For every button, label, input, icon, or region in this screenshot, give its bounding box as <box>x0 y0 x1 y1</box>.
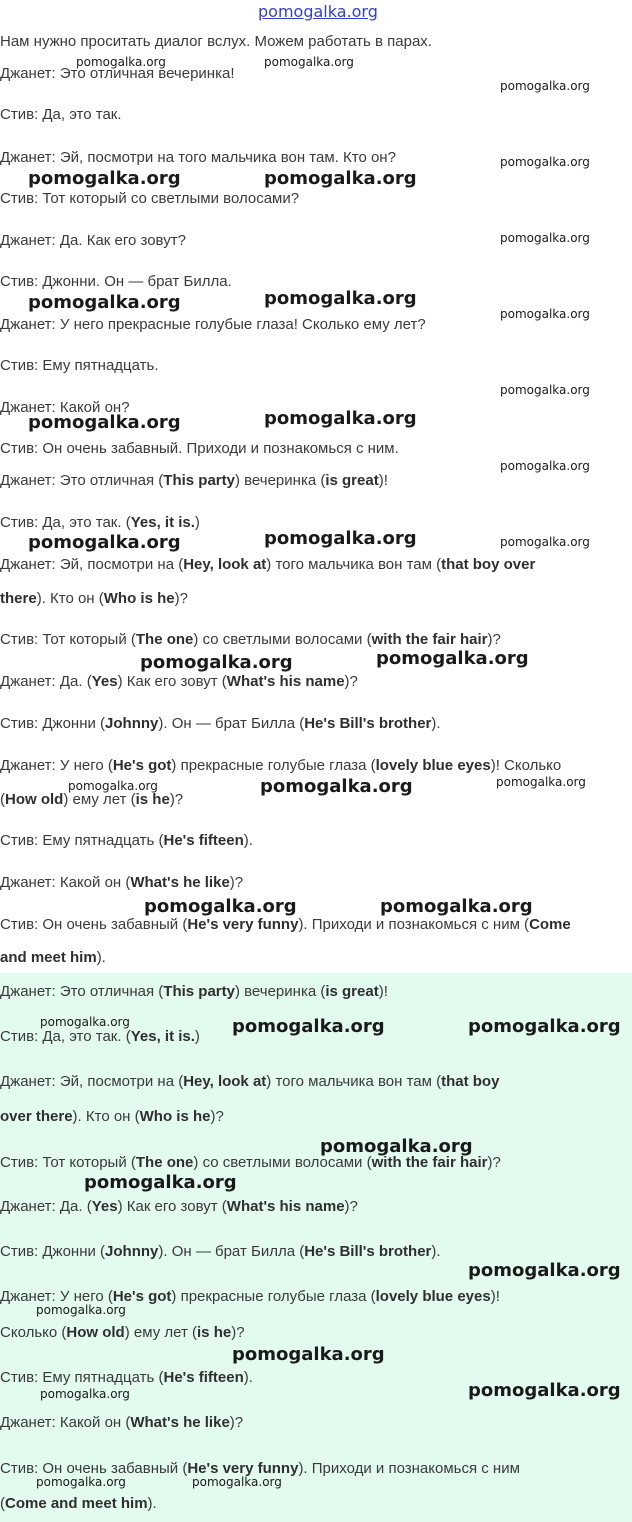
russian-text: Стив: Ему пятнадцать. <box>0 357 159 374</box>
translated-dialog-line <box>0 790 183 810</box>
plain-dialog-line <box>0 356 159 376</box>
watermark-text: pomogalka.org <box>500 535 590 549</box>
russian-text: ). Кто он ( <box>36 590 104 607</box>
russian-text: Стив: Тот который ( <box>0 631 136 648</box>
russian-text: ). <box>431 1243 441 1260</box>
english-phrase: there <box>0 590 37 607</box>
russian-text: Джанет: Это отличная вечеринка! <box>0 65 235 82</box>
russian-text: ) со светлыми волосами ( <box>193 631 372 648</box>
watermark-text: pomogalka.org <box>264 408 417 429</box>
highlighted-dialog-line <box>0 1027 200 1047</box>
watermark-text: pomogalka.org <box>232 1016 385 1037</box>
watermark-text: pomogalka.org <box>264 168 417 189</box>
english-phrase: and meet him <box>0 949 97 966</box>
intro-text: Нам нужно проситать диалог вслух. Можем работать в парах. <box>0 33 432 50</box>
russian-text: )! Сколько <box>490 757 562 774</box>
english-phrase: He's fifteen <box>163 1369 244 1386</box>
watermark-text: pomogalka.org <box>40 1387 130 1401</box>
russian-text: ) ему лет ( <box>63 791 136 808</box>
english-phrase: Hey, look at <box>183 556 267 573</box>
watermark-text: pomogalka.org <box>468 1016 621 1037</box>
watermark-text: pomogalka.org <box>140 652 293 673</box>
russian-text: ). Приходи и познакомься с ним <box>298 1460 520 1477</box>
russian-text: Стив: Он очень забавный ( <box>0 1460 188 1477</box>
watermark-text: pomogalka.org <box>36 1303 126 1317</box>
russian-text: Сколько ( <box>0 1324 67 1341</box>
russian-text: )? <box>229 874 244 891</box>
russian-text: Стив: Он очень забавный ( <box>0 916 188 933</box>
english-phrase: What's his name <box>226 1198 345 1215</box>
russian-text: ). <box>243 832 253 849</box>
russian-text: Джанет: Эй, посмотри на того мальчика вон там. Кто он? <box>0 149 396 166</box>
plain-dialog-line <box>0 148 396 168</box>
watermark-text: pomogalka.org <box>28 292 181 313</box>
russian-text: Стив: Ему пятнадцать ( <box>0 832 164 849</box>
russian-text: ) того мальчика вон там ( <box>266 556 442 573</box>
russian-text: )? <box>487 631 501 648</box>
watermark-text: pomogalka.org <box>468 1260 621 1281</box>
russian-text: Джанет: Какой он ( <box>0 1414 131 1431</box>
plain-dialog-line <box>0 105 122 125</box>
watermark-text: pomogalka.org <box>28 532 181 553</box>
english-phrase: is great <box>325 983 379 1000</box>
translated-dialog-line <box>0 915 571 935</box>
english-phrase: Johnny <box>105 715 159 732</box>
translated-dialog-line <box>0 513 200 533</box>
translated-dialog-line <box>0 756 561 776</box>
russian-text: ) прекрасные голубые глаза ( <box>171 1288 376 1305</box>
english-phrase: Yes, it is. <box>130 514 195 531</box>
russian-text: Стив: Тот который со светлыми волосами? <box>0 190 300 207</box>
russian-text: Стив: Джонни ( <box>0 1243 106 1260</box>
plain-dialog-line <box>0 231 186 251</box>
russian-text: ) того мальчика вон там ( <box>266 1073 442 1090</box>
russian-text: Джанет: Это отличная ( <box>0 983 164 1000</box>
english-phrase: is he <box>197 1324 232 1341</box>
english-phrase: What's he like <box>130 874 230 891</box>
watermark-text: pomogalka.org <box>68 779 158 793</box>
russian-text: Стив: Да, это так. ( <box>0 1028 131 1045</box>
plain-dialog-line <box>0 315 426 335</box>
translated-dialog-line <box>0 630 501 650</box>
translated-dialog-line <box>0 714 441 734</box>
highlighted-dialog-line <box>0 982 388 1002</box>
english-phrase: Who is he <box>103 590 175 607</box>
russian-text: ( <box>0 1495 5 1512</box>
russian-text: Стив: Да, это так. ( <box>0 514 131 531</box>
watermark-text: pomogalka.org <box>496 775 586 789</box>
watermark-text: pomogalka.org <box>144 896 297 917</box>
russian-text: ) со светлыми волосами ( <box>193 1154 372 1171</box>
watermark-text: pomogalka.org <box>376 648 529 669</box>
russian-text: )? <box>174 590 188 607</box>
english-phrase: He's fifteen <box>163 832 244 849</box>
english-phrase: He's got <box>112 757 172 774</box>
english-phrase: lovely blue eyes <box>375 757 491 774</box>
watermark-text: pomogalka.org <box>320 1136 473 1157</box>
russian-text: Джанет: Эй, посмотри на ( <box>0 556 184 573</box>
watermark-text: pomogalka.org <box>500 459 590 473</box>
english-phrase: Yes <box>91 1198 118 1215</box>
russian-text: ). Кто он ( <box>72 1108 140 1125</box>
russian-text: Стив: Джонни ( <box>0 715 106 732</box>
watermark-text: pomogalka.org <box>84 1172 237 1193</box>
translated-dialog-line <box>0 589 188 609</box>
russian-text: ). <box>431 715 441 732</box>
russian-text: Джанет: Да. ( <box>0 673 92 690</box>
russian-text: Джанет: Какой он ( <box>0 874 131 891</box>
english-phrase: Come and meet him <box>5 1495 148 1512</box>
english-phrase: that boy over <box>441 556 536 573</box>
english-phrase: Hey, look at <box>183 1073 267 1090</box>
watermark-text: pomogalka.org <box>264 55 354 69</box>
russian-text: Джанет: Это отличная ( <box>0 472 164 489</box>
english-phrase: Yes <box>91 673 118 690</box>
plain-dialog-line <box>0 189 299 209</box>
russian-text: ). Он — брат Билла ( <box>158 715 305 732</box>
translated-dialog-line <box>0 873 243 893</box>
watermark-text: pomogalka.org <box>232 1344 385 1365</box>
russian-text: ). Он — брат Билла ( <box>158 1243 305 1260</box>
watermark-text: pomogalka.org <box>500 155 590 169</box>
english-phrase: This party <box>163 983 235 1000</box>
russian-text: ( <box>0 791 5 808</box>
english-phrase: He's Bill's brother <box>304 715 432 732</box>
russian-text: Джанет: У него ( <box>0 757 113 774</box>
watermark-text: pomogalka.org <box>380 896 533 917</box>
translated-dialog-line <box>0 471 388 491</box>
russian-text: ). Приходи и познакомься с ним ( <box>298 916 530 933</box>
top-watermark-link[interactable]: pomogalka.org <box>258 2 378 21</box>
russian-text: Джанет: Какой он? <box>0 399 130 416</box>
watermark-text: pomogalka.org <box>500 231 590 245</box>
english-phrase: Johnny <box>105 1243 159 1260</box>
watermark-text: pomogalka.org <box>264 288 417 309</box>
english-phrase: with the fair hair <box>371 631 488 648</box>
english-phrase: What's his name <box>226 673 345 690</box>
english-phrase: What's he like <box>130 1414 230 1431</box>
russian-text: )? <box>229 1414 244 1431</box>
russian-text: Стив: Тот который ( <box>0 1154 136 1171</box>
russian-text: )? <box>344 1198 358 1215</box>
translated-dialog-line <box>0 555 535 575</box>
english-phrase: How old <box>5 791 64 808</box>
highlighted-dialog-line <box>0 1107 224 1127</box>
translated-dialog-line <box>0 948 106 968</box>
english-phrase: The one <box>135 1154 194 1171</box>
english-phrase: How old <box>66 1324 125 1341</box>
english-phrase: Who is he <box>139 1108 211 1125</box>
english-phrase: is he <box>135 791 170 808</box>
highlighted-dialog-line <box>0 1413 243 1433</box>
english-phrase: lovely blue eyes <box>375 1288 491 1305</box>
russian-text: Стив: Он очень забавный. Приходи и познакомься с ним. <box>0 440 399 457</box>
russian-text: )! <box>378 472 388 489</box>
russian-text: Джанет: Да. ( <box>0 1198 92 1215</box>
watermark-text: pomogalka.org <box>28 168 181 189</box>
english-phrase: Come <box>529 916 571 933</box>
russian-text: ). <box>96 949 106 966</box>
watermark-text: pomogalka.org <box>264 528 417 549</box>
russian-text: )! <box>378 983 388 1000</box>
plain-dialog-line <box>0 272 232 292</box>
watermark-text: pomogalka.org <box>40 1015 130 1029</box>
watermark-text: pomogalka.org <box>500 79 590 93</box>
english-phrase: He's very funny <box>187 916 299 933</box>
highlighted-dialog-line <box>0 1197 358 1217</box>
english-phrase: Yes, it is. <box>130 1028 195 1045</box>
translated-dialog-line <box>0 831 253 851</box>
russian-text: Стив: Ему пятнадцать ( <box>0 1369 164 1386</box>
english-phrase: He's got <box>112 1288 172 1305</box>
russian-text: ) <box>194 514 200 531</box>
russian-text: ) прекрасные голубые глаза ( <box>171 757 376 774</box>
watermark-text: pomogalka.org <box>500 383 590 397</box>
english-phrase: is great <box>325 472 379 489</box>
watermark-text: pomogalka.org <box>36 1475 126 1489</box>
english-phrase: that boy <box>441 1073 500 1090</box>
english-phrase: He's Bill's brother <box>304 1243 432 1260</box>
russian-text: Стив: Да, это так. <box>0 106 122 123</box>
russian-text: ). <box>147 1495 157 1512</box>
russian-text: ) вечеринка ( <box>234 983 326 1000</box>
russian-text: Джанет: У него прекрасные голубые глаза! Сколько ему лет? <box>0 316 426 333</box>
watermark-text: pomogalka.org <box>468 1380 621 1401</box>
english-phrase: This party <box>163 472 235 489</box>
russian-text: Джанет: У него ( <box>0 1288 113 1305</box>
russian-text: Джанет: Да. Как его зовут? <box>0 232 186 249</box>
russian-text: )! <box>490 1288 500 1305</box>
english-phrase: over there <box>0 1108 73 1125</box>
russian-text: ) Как его зовут ( <box>117 673 227 690</box>
translated-dialog-line <box>0 672 358 692</box>
watermark-text: pomogalka.org <box>192 1475 282 1489</box>
russian-text: )? <box>487 1154 501 1171</box>
highlighted-dialog-line <box>0 1494 157 1514</box>
russian-text: )? <box>231 1324 245 1341</box>
watermark-text: pomogalka.org <box>76 55 166 69</box>
russian-text: )? <box>169 791 184 808</box>
english-phrase: with the fair hair <box>371 1154 488 1171</box>
watermark-text: pomogalka.org <box>28 412 181 433</box>
watermark-text: pomogalka.org <box>500 307 590 321</box>
russian-text: ) вечеринка ( <box>234 472 326 489</box>
russian-text: ). <box>243 1369 253 1386</box>
russian-text: ) <box>194 1028 200 1045</box>
watermark-text: pomogalka.org <box>260 776 413 797</box>
russian-text: Стив: Джонни. Он — брат Билла. <box>0 273 232 290</box>
russian-text: ) ему лет ( <box>124 1324 198 1341</box>
english-phrase: The one <box>135 631 194 648</box>
highlighted-dialog-line <box>0 1072 499 1092</box>
russian-text: Джанет: Эй, посмотри на ( <box>0 1073 184 1090</box>
plain-dialog-line <box>0 439 399 459</box>
highlighted-dialog-line <box>0 1242 441 1262</box>
russian-text: )? <box>210 1108 224 1125</box>
russian-text: ) Как его зовут ( <box>117 1198 227 1215</box>
russian-text: )? <box>344 673 358 690</box>
highlighted-dialog-line <box>0 1323 245 1343</box>
english-phrase: He's very funny <box>187 1460 299 1477</box>
highlighted-dialog-line <box>0 1368 253 1388</box>
